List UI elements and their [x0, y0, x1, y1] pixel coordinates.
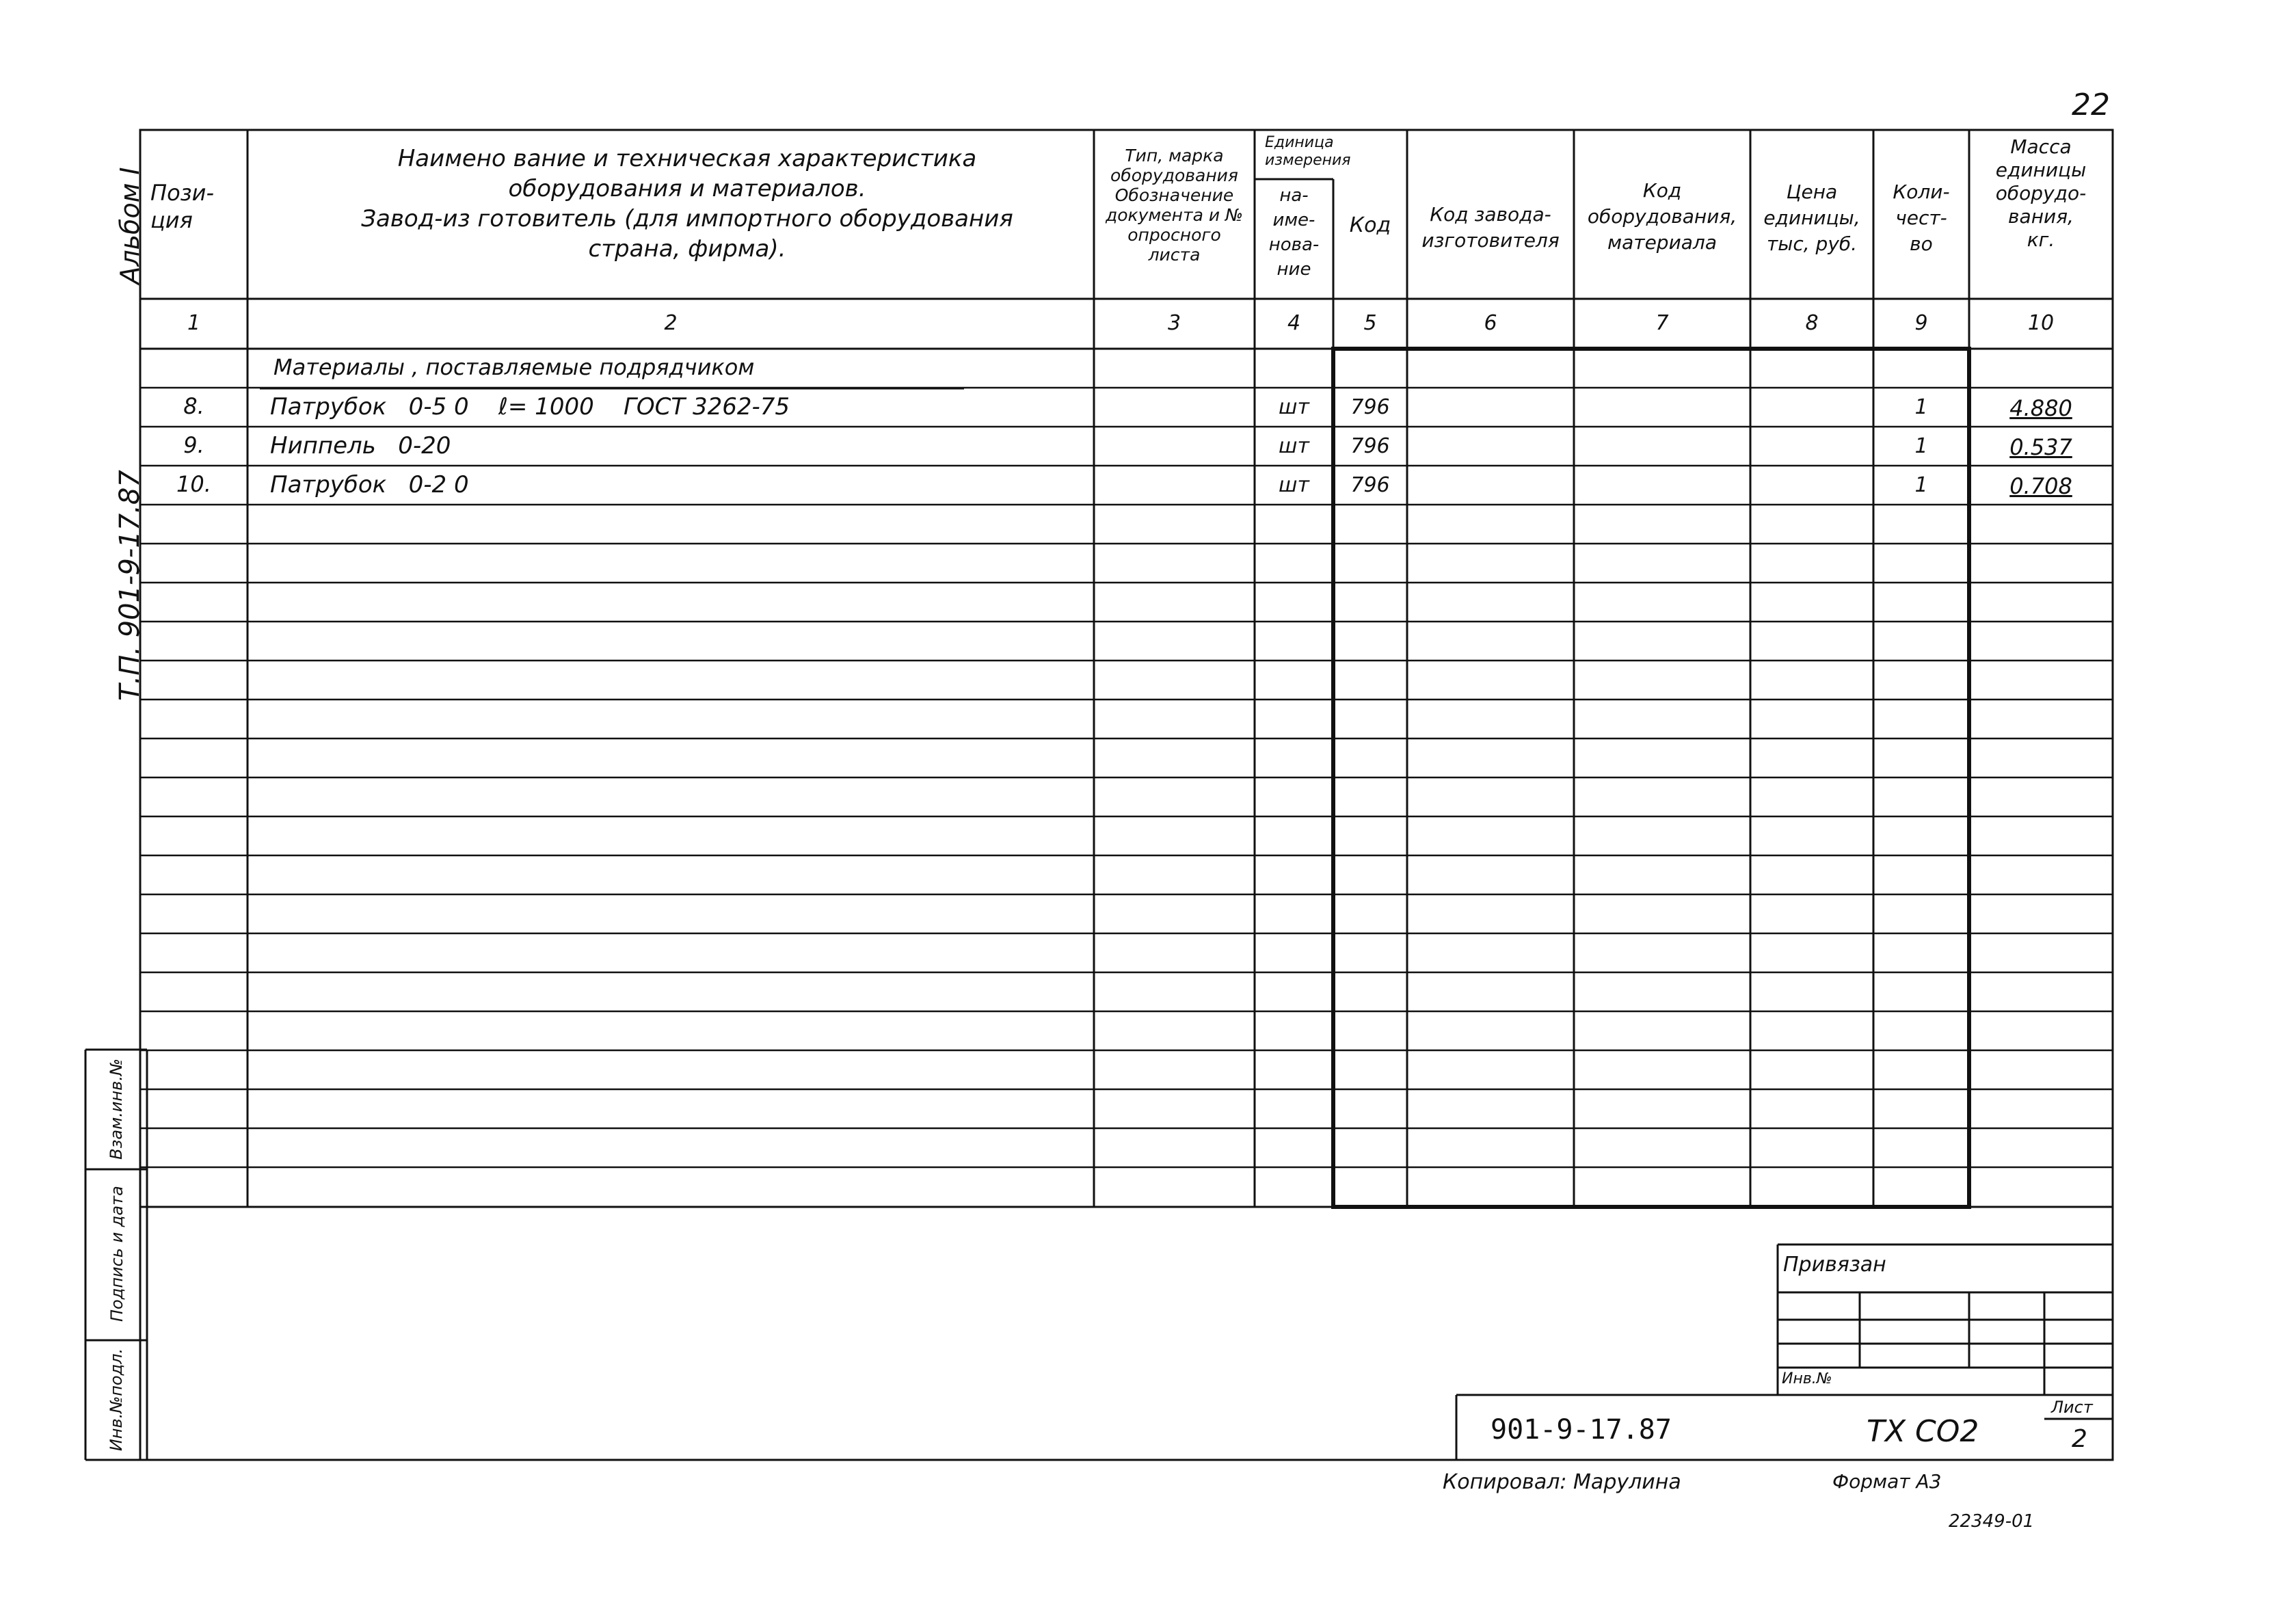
- header-col6: Код завода- изготовителя: [1421, 203, 1560, 252]
- podpis-label: Подпись и дата: [107, 1186, 126, 1322]
- row-mass: 4.880: [2009, 395, 2072, 421]
- colnum-7: 7: [1655, 311, 1669, 335]
- row-unit: шт: [1279, 395, 1309, 419]
- header-col1: Пози- ция: [150, 180, 214, 233]
- header-col7: Код оборудования, материала: [1587, 179, 1737, 254]
- row-name: Патрубок 0-2 0: [270, 471, 469, 498]
- archive-number: 22349-01: [1949, 1511, 2035, 1532]
- album-label: Альбом I: [115, 167, 145, 284]
- sheet-code: ТХ СО2: [1867, 1414, 1979, 1449]
- row-lines: [140, 388, 2113, 1167]
- row-code: 796: [1350, 473, 1390, 497]
- header-col2: Наимено вание и техническая характеристика оборудования и материалов. Завод-из готовитель (для импортного оборудования страна, фирма).: [361, 145, 1013, 263]
- project-label: Т.П. 901-9-17.87: [114, 470, 146, 701]
- colnum-8: 8: [1805, 311, 1819, 335]
- inv-podl-label: Инв.№подл.: [107, 1348, 126, 1452]
- row-code: 796: [1350, 395, 1390, 419]
- row-qty: 1: [1914, 473, 1928, 497]
- row-pos: 8.: [183, 393, 204, 419]
- header-col3: Тип, марка оборудования Обозначение документа и № опросного листа: [1105, 146, 1244, 265]
- header-unit-group: Единица измерения: [1265, 134, 1351, 169]
- colnum-4: 4: [1287, 311, 1301, 335]
- colnum-9: 9: [1914, 311, 1928, 335]
- header-col4: на- име- нова- ние: [1268, 185, 1320, 280]
- privyazan-label: Привязан: [1783, 1253, 1886, 1277]
- row-mass: 0.537: [2009, 434, 2072, 460]
- doc-code: 901-9-17.87: [1491, 1414, 1672, 1446]
- vzam-label: Взам.инв.№: [107, 1059, 126, 1160]
- row-unit: шт: [1279, 434, 1309, 458]
- header-col9: Коли- чест- во: [1893, 181, 1950, 255]
- copied-by: Копировал: Марулина: [1443, 1470, 1681, 1494]
- row-pos: 10.: [176, 471, 211, 497]
- section-title: Материалы , поставляемые подрядчиком: [273, 354, 755, 380]
- row-name: Патрубок 0-5 0 ℓ= 1000 ГОСТ 3262-75: [270, 393, 790, 421]
- row-name: Ниппель 0-20: [270, 432, 451, 460]
- format-label: Формат А3: [1832, 1470, 1942, 1493]
- colnum-5: 5: [1363, 311, 1377, 335]
- colnum-3: 3: [1167, 311, 1181, 335]
- colnum-2: 2: [664, 311, 678, 335]
- colnum-6: 6: [1484, 311, 1497, 335]
- inv-no-label: Инв.№: [1782, 1370, 1832, 1387]
- row-unit: шт: [1279, 473, 1309, 497]
- header-col5: Код: [1349, 213, 1391, 237]
- header-col8: Цена единицы, тыс, руб.: [1763, 181, 1860, 255]
- colnum-1: 1: [187, 311, 201, 335]
- row-qty: 1: [1914, 434, 1928, 458]
- page-number: 22: [2072, 88, 2110, 122]
- row-qty: 1: [1914, 395, 1928, 419]
- header-col10: Масса единицы оборудо- вания, кг.: [1995, 135, 2087, 251]
- row-pos: 9.: [183, 432, 204, 458]
- list-value: 2: [2072, 1425, 2087, 1453]
- row-mass: 0.708: [2009, 473, 2072, 499]
- list-label: Лист: [2051, 1398, 2093, 1417]
- colnum-10: 10: [2027, 311, 2055, 335]
- row-code: 796: [1350, 434, 1390, 458]
